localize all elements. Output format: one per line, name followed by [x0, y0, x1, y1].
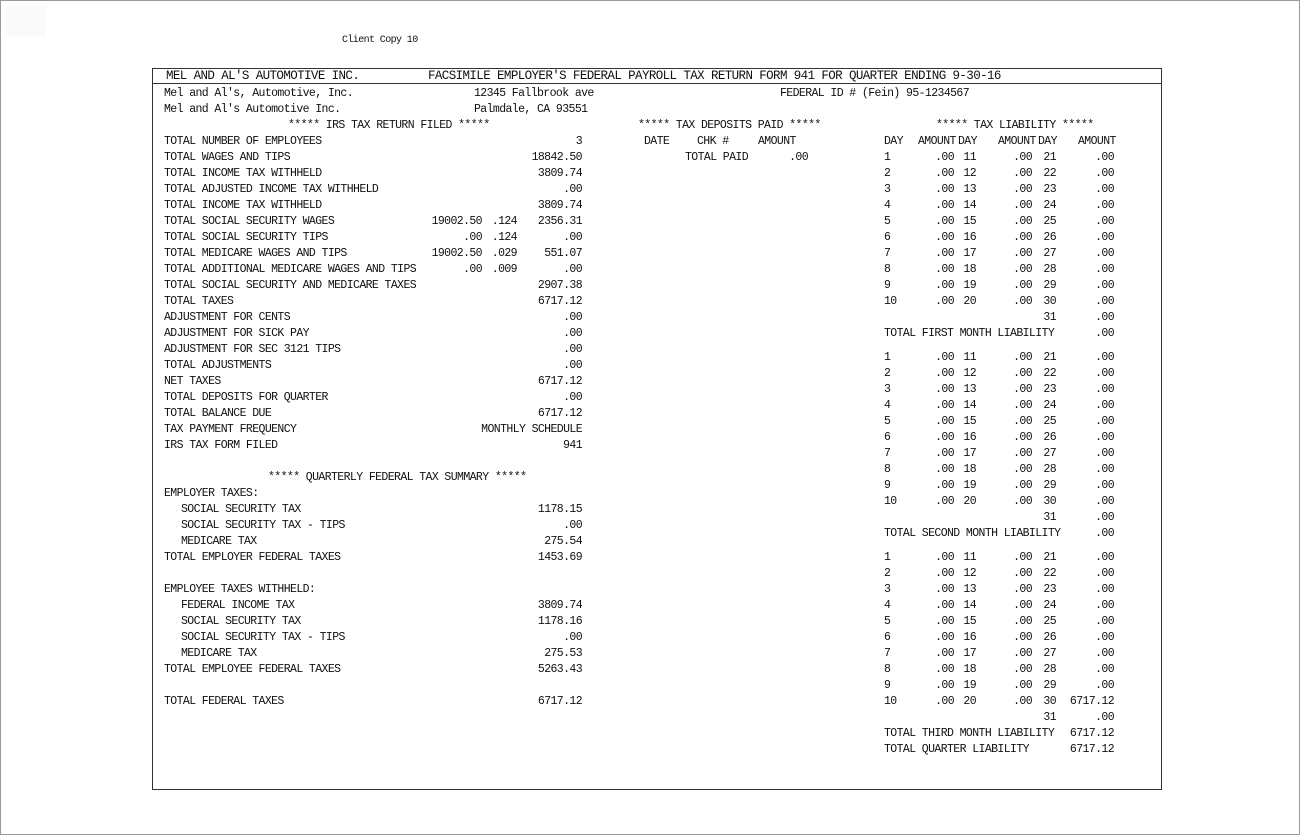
city-state-zip: Palmdale, CA 93551	[474, 103, 588, 116]
liability-day: 18	[963, 663, 976, 676]
summary-row-label: EMPLOYEE TAXES WITHHELD:	[164, 583, 316, 596]
liability-amount: .00	[1013, 479, 1032, 492]
liability-col-header: DAY	[1038, 135, 1057, 148]
liability-amount: .00	[935, 679, 954, 692]
liability-amount: .00	[1095, 415, 1114, 428]
liability-day: 31	[1043, 711, 1056, 724]
liability-day: 30	[1043, 295, 1056, 308]
liability-day: 15	[963, 415, 976, 428]
liability-amount: .00	[935, 263, 954, 276]
liability-day: 21	[1043, 351, 1056, 364]
irs-row-label: TOTAL BALANCE DUE	[164, 407, 272, 420]
liability-day: 6	[884, 431, 891, 444]
irs-row-label: ADJUSTMENT FOR SEC 3121 TIPS	[164, 343, 341, 356]
liability-day: 8	[884, 263, 891, 276]
liability-day: 28	[1043, 263, 1056, 276]
liability-amount: .00	[935, 383, 954, 396]
liability-day: 27	[1043, 247, 1056, 260]
liability-amount: .00	[935, 447, 954, 460]
liability-day: 29	[1043, 479, 1056, 492]
summary-row-value: 275.53	[544, 647, 582, 660]
irs-row-value: .00	[563, 263, 582, 276]
liability-amount: .00	[935, 583, 954, 596]
liability-amount: .00	[1095, 231, 1114, 244]
month-liability-total-label: TOTAL SECOND MONTH LIABILITY	[884, 527, 1061, 540]
summary-row-label: SOCIAL SECURITY TAX - TIPS	[181, 519, 345, 532]
liability-amount: .00	[935, 183, 954, 196]
liability-day: 23	[1043, 383, 1056, 396]
irs-row-wage: 19002.50	[431, 215, 482, 228]
liability-day: 4	[884, 599, 891, 612]
liability-amount: .00	[935, 231, 954, 244]
liability-day: 24	[1043, 199, 1056, 212]
liability-amount: .00	[935, 663, 954, 676]
liability-day: 18	[963, 263, 976, 276]
liability-amount: .00	[1013, 247, 1032, 260]
liability-amount: .00	[1013, 583, 1032, 596]
street-address: 12345 Fallbrook ave	[474, 87, 594, 100]
summary-row-label: EMPLOYER TAXES:	[164, 487, 259, 500]
liability-amount: .00	[935, 367, 954, 380]
liability-day: 27	[1043, 647, 1056, 660]
liability-amount: .00	[935, 247, 954, 260]
summary-row-value: 6717.12	[537, 695, 582, 708]
liability-day: 29	[1043, 279, 1056, 292]
liability-amount: .00	[1095, 295, 1114, 308]
irs-row-label: IRS TAX FORM FILED	[164, 439, 278, 452]
deposits-col-date: DATE	[644, 135, 670, 148]
liability-amount: .00	[1095, 663, 1114, 676]
month-liability-total-value: .00	[1095, 327, 1114, 340]
summary-section-title: ***** QUARTERLY FEDERAL TAX SUMMARY *****	[268, 471, 527, 484]
liability-col-header: DAY	[884, 135, 903, 148]
summary-row-value: 1178.15	[537, 503, 582, 516]
irs-row-label: NET TAXES	[164, 375, 221, 388]
liability-day: 17	[963, 247, 976, 260]
quarter-liability-label: TOTAL QUARTER LIABILITY	[884, 743, 1029, 756]
liability-amount: .00	[935, 567, 954, 580]
liability-col-header: AMOUNT	[918, 135, 956, 148]
liability-day: 15	[963, 615, 976, 628]
liability-day: 24	[1043, 599, 1056, 612]
irs-row-rate: .124	[491, 215, 517, 228]
month-liability-total-value: .00	[1095, 527, 1114, 540]
summary-row-value: .00	[563, 631, 582, 644]
irs-row-label: TOTAL DEPOSITS FOR QUARTER	[164, 391, 328, 404]
liability-day: 8	[884, 663, 891, 676]
liability-amount: .00	[1095, 495, 1114, 508]
irs-row-label: TOTAL SOCIAL SECURITY TIPS	[164, 231, 328, 244]
liability-amount: .00	[1095, 151, 1114, 164]
liability-amount: .00	[1095, 583, 1114, 596]
liability-amount: .00	[1095, 263, 1114, 276]
liability-day: 5	[884, 615, 891, 628]
liability-day: 22	[1043, 167, 1056, 180]
liability-col-header: AMOUNT	[998, 135, 1036, 148]
irs-row-value: MONTHLY SCHEDULE	[481, 423, 582, 436]
liability-amount: .00	[1095, 631, 1114, 644]
liability-amount: .00	[1013, 567, 1032, 580]
liability-amount: .00	[1013, 463, 1032, 476]
liability-day: 12	[963, 167, 976, 180]
liability-day: 10	[884, 495, 897, 508]
liability-day: 4	[884, 399, 891, 412]
liability-day: 26	[1043, 431, 1056, 444]
irs-row-value: 3	[575, 135, 582, 148]
form-title: FACSIMILE EMPLOYER'S FEDERAL PAYROLL TAX RETURN FORM 941 FOR QUARTER ENDING 9-30-16	[428, 69, 1001, 83]
liability-amount: .00	[1013, 447, 1032, 460]
liability-day: 8	[884, 463, 891, 476]
liability-day: 12	[963, 567, 976, 580]
liability-amount: .00	[1013, 215, 1032, 228]
liability-amount: .00	[1095, 711, 1114, 724]
address-left-2: Mel and Al's Automotive Inc.	[164, 103, 341, 116]
liability-day: 31	[1043, 311, 1056, 324]
summary-row-value: 1178.16	[537, 615, 582, 628]
liability-amount: .00	[1013, 351, 1032, 364]
irs-row-rate: .029	[491, 247, 517, 260]
liability-day: 19	[963, 479, 976, 492]
liability-day: 18	[963, 463, 976, 476]
liability-amount: .00	[1013, 199, 1032, 212]
liability-day: 9	[884, 479, 891, 492]
liability-amount: .00	[935, 199, 954, 212]
month-liability-total-value: 6717.12	[1069, 727, 1114, 740]
liability-amount: .00	[1095, 215, 1114, 228]
liability-amount: .00	[1095, 351, 1114, 364]
liability-amount: .00	[1095, 567, 1114, 580]
irs-row-value: .00	[563, 311, 582, 324]
irs-row-label: TOTAL SOCIAL SECURITY WAGES	[164, 215, 335, 228]
irs-row-label: ADJUSTMENT FOR CENTS	[164, 311, 291, 324]
liability-day: 5	[884, 415, 891, 428]
liability-day: 13	[963, 383, 976, 396]
liability-amount: .00	[1095, 311, 1114, 324]
irs-row-value: 6717.12	[537, 375, 582, 388]
total-paid-value: .00	[789, 151, 808, 164]
irs-row-label: TOTAL ADJUSTMENTS	[164, 359, 272, 372]
liability-amount: .00	[1013, 263, 1032, 276]
liability-amount: .00	[1095, 447, 1114, 460]
irs-row-value: 551.07	[544, 247, 582, 260]
liability-amount: .00	[935, 415, 954, 428]
liability-day: 2	[884, 167, 891, 180]
liability-amount: .00	[1095, 247, 1114, 260]
client-copy-label: Client Copy 10	[342, 35, 418, 46]
liability-day: 25	[1043, 615, 1056, 628]
liability-day: 26	[1043, 631, 1056, 644]
liability-day: 10	[884, 295, 897, 308]
liability-amount: .00	[1013, 431, 1032, 444]
irs-row-value: 941	[563, 439, 582, 452]
liability-amount: .00	[1013, 167, 1032, 180]
irs-row-value: 6717.12	[537, 295, 582, 308]
liability-amount: .00	[1013, 679, 1032, 692]
liability-amount: .00	[1095, 279, 1114, 292]
liability-amount: .00	[1013, 599, 1032, 612]
liability-day: 2	[884, 567, 891, 580]
liability-amount: .00	[1013, 615, 1032, 628]
summary-row-label: TOTAL FEDERAL TAXES	[164, 695, 284, 708]
liability-amount: .00	[935, 695, 954, 708]
liability-day: 11	[963, 151, 976, 164]
liability-amount: .00	[1013, 151, 1032, 164]
liability-day: 25	[1043, 215, 1056, 228]
summary-row-label: TOTAL EMPLOYEE FEDERAL TAXES	[164, 663, 341, 676]
liability-day: 6	[884, 231, 891, 244]
liability-day: 20	[963, 495, 976, 508]
liability-day: 29	[1043, 679, 1056, 692]
summary-row-label: MEDICARE TAX	[181, 535, 257, 548]
liability-amount: .00	[1013, 647, 1032, 660]
irs-row-wage: .00	[463, 263, 482, 276]
liability-amount: .00	[935, 615, 954, 628]
liability-day: 23	[1043, 183, 1056, 196]
liability-day: 16	[963, 231, 976, 244]
liability-day: 30	[1043, 695, 1056, 708]
summary-row-label: SOCIAL SECURITY TAX	[181, 503, 301, 516]
quarter-liability-value: 6717.12	[1069, 743, 1114, 756]
liability-day: 1	[884, 551, 891, 564]
irs-row-label: TOTAL MEDICARE WAGES AND TIPS	[164, 247, 347, 260]
liability-amount: .00	[1095, 679, 1114, 692]
liability-amount: .00	[1095, 599, 1114, 612]
liability-day: 13	[963, 583, 976, 596]
liability-day: 3	[884, 183, 891, 196]
liability-amount: .00	[935, 167, 954, 180]
liability-day: 2	[884, 367, 891, 380]
liability-amount: .00	[935, 631, 954, 644]
irs-row-label: TOTAL SOCIAL SECURITY AND MEDICARE TAXES	[164, 279, 417, 292]
liability-amount: .00	[935, 463, 954, 476]
liability-day: 14	[963, 199, 976, 212]
deposits-col-amount: AMOUNT	[758, 135, 796, 148]
liability-day: 1	[884, 351, 891, 364]
liability-day: 6	[884, 631, 891, 644]
liability-day: 17	[963, 447, 976, 460]
liability-amount: .00	[935, 431, 954, 444]
irs-row-label: TAX PAYMENT FREQUENCY	[164, 423, 297, 436]
irs-row-label: TOTAL ADDITIONAL MEDICARE WAGES AND TIPS	[164, 263, 417, 276]
month-liability-total-label: TOTAL THIRD MONTH LIABILITY	[884, 727, 1055, 740]
irs-row-value: 2356.31	[537, 215, 582, 228]
liability-day: 24	[1043, 399, 1056, 412]
liability-day: 21	[1043, 151, 1056, 164]
liability-day: 22	[1043, 567, 1056, 580]
liability-amount: .00	[1013, 695, 1032, 708]
irs-row-value: .00	[563, 343, 582, 356]
summary-row-value: 275.54	[544, 535, 582, 548]
liability-day: 7	[884, 447, 891, 460]
irs-row-value: 6717.12	[537, 407, 582, 420]
liability-amount: .00	[1013, 295, 1032, 308]
liability-amount: 6717.12	[1069, 695, 1114, 708]
irs-row-value: 18842.50	[531, 151, 582, 164]
summary-row-label: SOCIAL SECURITY TAX - TIPS	[181, 631, 345, 644]
liability-amount: .00	[935, 399, 954, 412]
liability-amount: .00	[935, 551, 954, 564]
liability-amount: .00	[1013, 183, 1032, 196]
liability-amount: .00	[1095, 551, 1114, 564]
liability-amount: .00	[935, 351, 954, 364]
liability-amount: .00	[1013, 279, 1032, 292]
liability-amount: .00	[935, 215, 954, 228]
summary-row-value: .00	[563, 519, 582, 532]
liability-day: 1	[884, 151, 891, 164]
liability-day: 14	[963, 399, 976, 412]
liability-day: 12	[963, 367, 976, 380]
liability-amount: .00	[935, 599, 954, 612]
liability-amount: .00	[1095, 399, 1114, 412]
liability-day: 23	[1043, 583, 1056, 596]
deposits-section-title: ***** TAX DEPOSITS PAID *****	[638, 119, 821, 132]
irs-row-label: ADJUSTMENT FOR SICK PAY	[164, 327, 309, 340]
liability-day: 19	[963, 279, 976, 292]
liability-day: 15	[963, 215, 976, 228]
liability-amount: .00	[1095, 383, 1114, 396]
liability-day: 13	[963, 183, 976, 196]
summary-row-label: FEDERAL INCOME TAX	[181, 599, 295, 612]
liability-day: 16	[963, 631, 976, 644]
irs-row-label: TOTAL TAXES	[164, 295, 234, 308]
liability-amount: .00	[935, 279, 954, 292]
summary-row-value: 5263.43	[537, 663, 582, 676]
liability-day: 31	[1043, 511, 1056, 524]
liability-day: 17	[963, 647, 976, 660]
summary-row-label: TOTAL EMPLOYER FEDERAL TAXES	[164, 551, 341, 564]
liability-day: 25	[1043, 415, 1056, 428]
company-name: MEL AND AL'S AUTOMOTIVE INC.	[166, 69, 360, 83]
liability-amount: .00	[1095, 647, 1114, 660]
summary-row-value: 3809.74	[537, 599, 582, 612]
scan-artifact	[6, 6, 46, 36]
liability-amount: .00	[1013, 231, 1032, 244]
liability-amount: .00	[1095, 511, 1114, 524]
liability-amount: .00	[1095, 479, 1114, 492]
deposits-col-chk: CHK #	[697, 135, 729, 148]
irs-row-value: .00	[563, 327, 582, 340]
liability-day: 9	[884, 679, 891, 692]
irs-section-title: ***** IRS TAX RETURN FILED *****	[288, 119, 490, 132]
liability-amount: .00	[935, 295, 954, 308]
liability-day: 11	[963, 551, 976, 564]
irs-row-value: .00	[563, 183, 582, 196]
liability-day: 20	[963, 695, 976, 708]
irs-row-value: .00	[563, 231, 582, 244]
irs-row-label: TOTAL INCOME TAX WITHHELD	[164, 167, 322, 180]
liability-amount: .00	[1013, 663, 1032, 676]
liability-day: 5	[884, 215, 891, 228]
liability-day: 27	[1043, 447, 1056, 460]
liability-day: 28	[1043, 663, 1056, 676]
liability-day: 7	[884, 247, 891, 260]
liability-day: 22	[1043, 367, 1056, 380]
irs-row-label: TOTAL WAGES AND TIPS	[164, 151, 291, 164]
liability-amount: .00	[1095, 183, 1114, 196]
liability-day: 28	[1043, 463, 1056, 476]
liability-day: 3	[884, 583, 891, 596]
address-left-1: Mel and Al's, Automotive, Inc.	[164, 87, 354, 100]
irs-row-value: 3809.74	[537, 199, 582, 212]
liability-amount: .00	[1013, 367, 1032, 380]
summary-row-label: SOCIAL SECURITY TAX	[181, 615, 301, 628]
liability-amount: .00	[1095, 199, 1114, 212]
irs-row-rate: .009	[491, 263, 517, 276]
month-liability-total-label: TOTAL FIRST MONTH LIABILITY	[884, 327, 1055, 340]
liability-day: 26	[1043, 231, 1056, 244]
liability-amount: .00	[935, 479, 954, 492]
liability-amount: .00	[1013, 495, 1032, 508]
federal-id: FEDERAL ID # (Fein) 95-1234567	[780, 87, 970, 100]
liability-amount: .00	[1095, 367, 1114, 380]
liability-day: 30	[1043, 495, 1056, 508]
liability-amount: .00	[1095, 615, 1114, 628]
total-paid-label: TOTAL PAID	[685, 151, 749, 164]
irs-row-wage: .00	[463, 231, 482, 244]
liability-amount: .00	[1013, 551, 1032, 564]
summary-row-label: MEDICARE TAX	[181, 647, 257, 660]
liability-amount: .00	[1013, 399, 1032, 412]
liability-day: 10	[884, 695, 897, 708]
liability-amount: .00	[1013, 631, 1032, 644]
liability-amount: .00	[1013, 415, 1032, 428]
liability-amount: .00	[1095, 431, 1114, 444]
liability-col-header: AMOUNT	[1078, 135, 1116, 148]
irs-row-value: 3809.74	[537, 167, 582, 180]
liability-day: 14	[963, 599, 976, 612]
liability-day: 20	[963, 295, 976, 308]
liability-amount: .00	[1095, 463, 1114, 476]
liability-day: 11	[963, 351, 976, 364]
irs-row-wage: 19002.50	[431, 247, 482, 260]
liability-day: 9	[884, 279, 891, 292]
header-divider	[152, 83, 1162, 84]
liability-day: 21	[1043, 551, 1056, 564]
irs-row-value: 2907.38	[537, 279, 582, 292]
liability-day: 19	[963, 679, 976, 692]
liability-col-header: DAY	[958, 135, 977, 148]
irs-row-label: TOTAL ADJUSTED INCOME TAX WITHHELD	[164, 183, 379, 196]
liability-amount: .00	[1013, 383, 1032, 396]
liability-amount: .00	[935, 647, 954, 660]
liability-amount: .00	[935, 151, 954, 164]
liability-day: 4	[884, 199, 891, 212]
liability-day: 7	[884, 647, 891, 660]
liability-day: 3	[884, 383, 891, 396]
summary-row-value: 1453.69	[537, 551, 582, 564]
liability-section-title: ***** TAX LIABILITY *****	[936, 119, 1094, 132]
irs-row-rate: .124	[491, 231, 517, 244]
irs-row-value: .00	[563, 391, 582, 404]
liability-amount: .00	[935, 495, 954, 508]
irs-row-label: TOTAL NUMBER OF EMPLOYEES	[164, 135, 322, 148]
irs-row-label: TOTAL INCOME TAX WITHHELD	[164, 199, 322, 212]
liability-amount: .00	[1095, 167, 1114, 180]
irs-row-value: .00	[563, 359, 582, 372]
liability-day: 16	[963, 431, 976, 444]
